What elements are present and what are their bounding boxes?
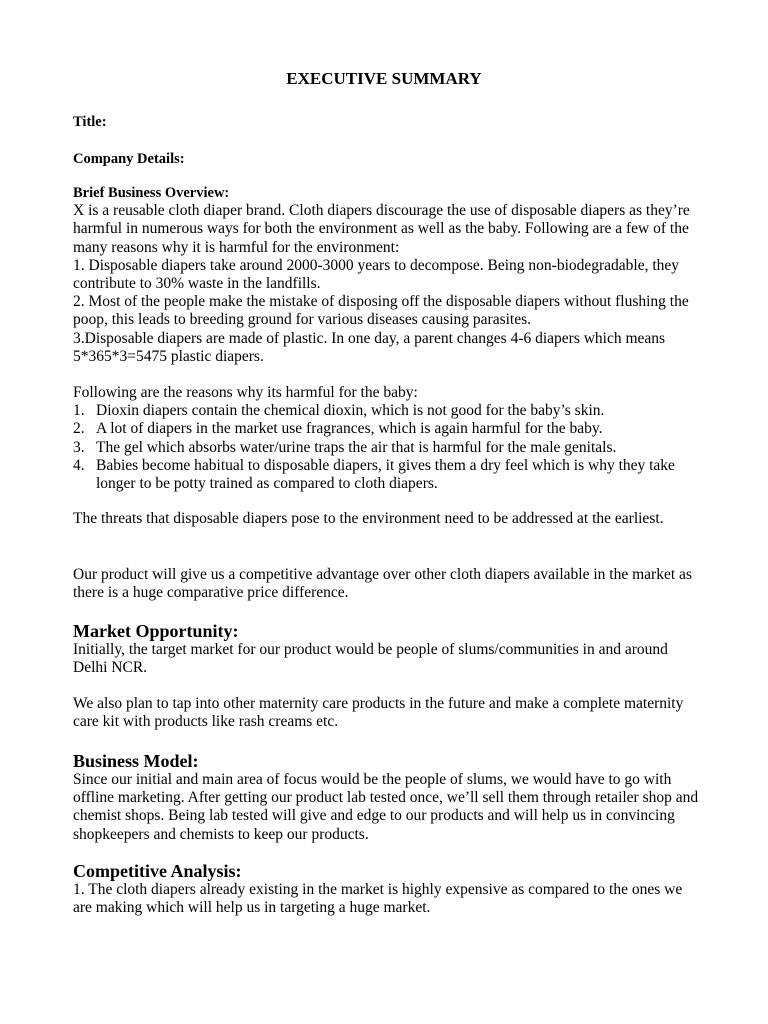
list-number: 4. <box>73 456 85 474</box>
list-item <box>73 402 703 420</box>
list-item <box>73 457 703 493</box>
list-item <box>73 439 703 457</box>
market-paragraph-2: We also plan to tap into other maternity care products in the future and make a complete maternity care kit with products like rash creams etc. <box>73 695 684 731</box>
overview-label: Brief Business Overview: <box>73 185 230 201</box>
competitive-section <box>73 861 703 917</box>
market-paragraph-1: Initially, the target market for our product would be people of slums/communities in and around Delhi NCR. <box>73 641 668 677</box>
env-point-3: 3.Disposable diapers are made of plastic. In one day, a parent changes 4-6 diapers which means 5*365*3=5475 plastic diapers. <box>73 329 666 365</box>
list-item <box>73 420 703 438</box>
overview-intro: X is a reusable cloth diaper brand. Cloth diapers discourage the use of disposable diapers as they’re harmful in numerous ways for both the environment as well as the baby. Following are a few of the many reasons why it is harmful for the environment: <box>73 202 690 256</box>
competitive-paragraph: 1. The cloth diapers already existing in the market is highly expensive as compared to the ones we are making which will help us in targeting a huge market. <box>73 881 683 917</box>
business-heading: Business Model: <box>73 751 199 771</box>
business-section <box>73 751 703 844</box>
baby-reasons-list <box>73 402 703 493</box>
baby-intro: Following are the reasons why its harmful for the baby: <box>73 384 418 401</box>
list-text: The gel which absorbs water/urine traps the air that is harmful for the male genitals. <box>96 438 617 456</box>
title-label: Title: <box>73 114 107 130</box>
list-number: 3. <box>73 438 85 456</box>
env-point-2: 2. Most of the people make the mistake of disposing off the disposable diapers without flushing the poop, this leads to breeding ground for various diseases causing parasites. <box>73 293 689 329</box>
env-point-1: 1. Disposable diapers take around 2000-3000 years to decompose. Being non-biodegradable, they contribute to 30% waste in the landfills. <box>73 256 680 293</box>
product-paragraph: Our product will give us a competitive advantage over other cloth diapers available in the market as there is a huge comparative price difference. <box>73 566 692 602</box>
list-text: A lot of diapers in the market use fragrances, which is again harmful for the baby. <box>96 420 603 438</box>
market-heading: Market Opportunity: <box>73 621 239 641</box>
company-details-label: Company Details: <box>73 151 185 167</box>
overview-section <box>73 184 703 366</box>
list-number: 1. <box>73 402 85 420</box>
business-paragraph: Since our initial and main area of focus would be the people of slums, we would have to go with offline marketing. After getting our product lab tested once, we’ll sell them through retailer shop and chemist shops. Being lab tested will give and edge to our products and will help us in convincing shopkeepers and chemists to keep our products. <box>73 771 699 843</box>
threats-paragraph: The threats that disposable diapers pose to the environment need to be addressed at the earliest. <box>73 510 664 527</box>
page-title: EXECUTIVE SUMMARY <box>286 69 482 88</box>
baby-section <box>73 384 703 493</box>
competitive-heading: Competitive Analysis: <box>73 861 242 881</box>
list-text: Babies become habitual to disposable diapers, it gives them a dry feel which is why they take longer to be potty trained as compared to cloth diapers. <box>96 456 675 493</box>
market-section <box>73 621 703 677</box>
list-number: 2. <box>73 420 85 438</box>
list-text: Dioxin diapers contain the chemical dioxin, which is not good for the baby’s skin. <box>96 402 605 420</box>
